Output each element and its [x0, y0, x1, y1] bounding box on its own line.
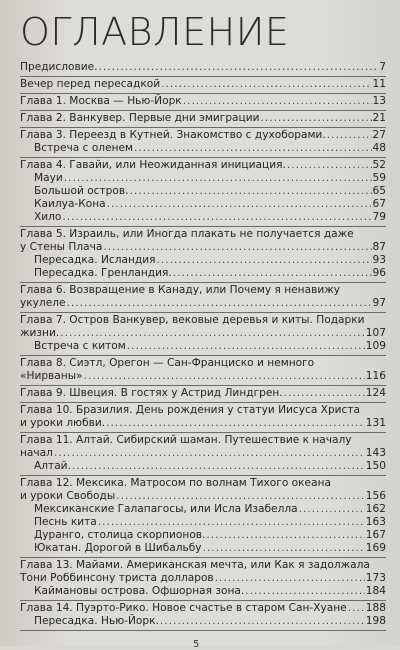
toc-entry-title: Пересадка. Нью-Йорк. — [34, 615, 159, 627]
dot-leader — [203, 542, 365, 555]
toc-subsection-line — [20, 185, 386, 198]
toc-entry-title: и уроки любви. — [20, 417, 106, 429]
dot-leader — [116, 490, 365, 503]
toc-entry — [20, 128, 386, 158]
toc-entry-title: Тони Роббинсону триста долларов — [20, 572, 214, 584]
toc-chapter-line — [20, 417, 386, 430]
toc-entry — [20, 227, 386, 283]
dot-leader — [84, 370, 365, 383]
toc-page-number: 87 — [372, 241, 386, 253]
toc-entry-title: Песнь кита — [34, 516, 97, 528]
dot-leader — [287, 159, 372, 172]
toc-entry-title: Дуранго, столица скорпионов. — [34, 529, 206, 541]
dot-leader — [284, 387, 365, 400]
toc-page-number: 184 — [365, 585, 386, 597]
toc-entry-title: Хило — [34, 211, 62, 223]
toc-chapter-line — [20, 241, 386, 254]
toc-entry-title: Глава 2. Ванкувер. Первые дни эмиграции — [20, 112, 260, 124]
toc-entry-title: Пересадка. Исландия — [34, 254, 156, 266]
toc-entry-title: жизни. — [20, 327, 60, 339]
toc-entry — [20, 94, 386, 111]
toc-page-number: 7 — [379, 61, 386, 73]
toc-subsection-line — [20, 542, 386, 555]
toc-entry — [20, 558, 386, 601]
toc-page-number: 131 — [365, 417, 386, 429]
toc-chapter-line — [20, 490, 386, 503]
toc-entry-title: Глава 10. Бразилия. День рождения у статуи Иисуса Христа — [20, 404, 361, 416]
toc-chapter-line — [20, 61, 386, 74]
toc-subsection-line — [20, 142, 386, 155]
dot-leader — [206, 529, 364, 542]
toc-subsection-line — [20, 267, 386, 280]
toc-entry-title: Предисловие. — [20, 61, 98, 73]
page-title: ОГЛАВЛЕНИЕ — [20, 10, 290, 54]
dot-leader — [261, 112, 372, 125]
toc-chapter-line — [20, 112, 386, 125]
toc-page-number: 21 — [372, 112, 386, 124]
toc-chapter-line — [20, 228, 386, 241]
toc-chapter-line — [20, 370, 386, 383]
toc-page-number: 173 — [365, 572, 386, 584]
toc-page-number: 97 — [372, 297, 386, 309]
toc-chapter-line — [20, 314, 386, 327]
toc-entry-title: Глава 7. Остров Ванкувер, вековые деревья и киты. Подарки — [20, 314, 365, 326]
toc-entry-title: Каймановы острова. Офшорная зона. — [34, 585, 245, 597]
toc-page-number: 93 — [372, 254, 386, 266]
toc-entry-title: начал — [20, 447, 53, 459]
toc-subsection-line — [20, 340, 386, 353]
toc-entry — [20, 386, 386, 403]
toc-page-number: 52 — [372, 159, 386, 171]
toc-chapter-line — [20, 284, 386, 297]
toc-chapter-line — [20, 159, 386, 172]
toc-subsection-line — [20, 585, 386, 598]
toc-page-number: 11 — [372, 78, 386, 90]
dot-leader — [107, 198, 372, 211]
toc-entry-title: у Стены Плача — [20, 241, 103, 253]
toc-chapter-line — [20, 602, 386, 615]
dot-leader — [348, 602, 365, 615]
toc-page-number: 67 — [372, 198, 386, 210]
dot-leader — [130, 185, 372, 198]
toc-chapter-line — [20, 387, 386, 400]
toc-chapter-line — [20, 78, 386, 91]
toc-entry — [20, 356, 386, 386]
toc-subsection-line — [20, 211, 386, 224]
toc-chapter-line — [20, 477, 386, 490]
toc-entry-title: Глава 3. Переезд в Кутней. Знакомство с духоборами. — [20, 129, 326, 141]
toc-entry — [20, 158, 386, 227]
dot-leader — [245, 585, 364, 598]
toc-entry-title: Глава 9. Швеция. В гостях у Астрид Линдгрен. — [20, 387, 283, 399]
toc-subsection-line — [20, 615, 386, 628]
toc-entry-title: Глава 4. Гавайи, или Неожиданная инициация. — [20, 159, 286, 171]
toc-entry-title: Юкатан. Дорогой в Шибальбу — [34, 542, 202, 554]
dot-leader — [299, 503, 365, 516]
toc-page-number: 116 — [365, 370, 386, 382]
toc-page-number: 156 — [365, 490, 386, 502]
toc-entry-title: Глава 11. Алтай. Сибирский шаман. Путешествие к началу — [20, 434, 352, 446]
toc-page-number: 124 — [365, 387, 386, 399]
toc-chapter-line — [20, 434, 386, 447]
toc-chapter-line — [20, 447, 386, 460]
toc-entry — [20, 433, 386, 476]
dot-leader — [98, 516, 365, 529]
toc-page-number: 13 — [372, 95, 386, 107]
toc-entry-title: Глава 14. Пуэрто-Рико. Новое счастье в старом Сан-Хуане — [20, 602, 347, 614]
toc-list — [20, 60, 386, 631]
toc-entry — [20, 403, 386, 433]
dot-leader — [327, 129, 372, 142]
toc-page-number: 96 — [372, 267, 386, 279]
toc-entry-title: Глава 12. Мексика. Матросом по волнам Тихого океана — [20, 477, 331, 489]
toc-page-number: 162 — [365, 503, 386, 515]
toc-page-number: 163 — [365, 516, 386, 528]
toc-page-number: 150 — [365, 460, 386, 472]
toc-entry-title: Вечер перед пересадкой — [20, 78, 161, 90]
toc-chapter-line — [20, 129, 386, 142]
dot-leader — [134, 142, 371, 155]
toc-entry-title: Встреча с оленем — [34, 142, 134, 154]
toc-page-number: 198 — [365, 615, 386, 627]
toc-page-number: 65 — [372, 185, 386, 197]
toc-entry-title: и уроки Свободы — [20, 490, 116, 502]
toc-entry-title: Глава 5. Израиль, или Иногда плакать не получается даже — [20, 228, 354, 240]
dot-leader — [62, 211, 371, 224]
dot-leader — [106, 417, 365, 430]
toc-subsection-line — [20, 172, 386, 185]
toc-entry-title: Алтай. — [34, 460, 71, 472]
toc-page-number: 48 — [372, 142, 386, 154]
toc-chapter-line — [20, 572, 386, 585]
toc-page-number: 107 — [365, 327, 386, 339]
toc-subsection-line — [20, 516, 386, 529]
dot-leader — [157, 254, 372, 267]
toc-entry — [20, 476, 386, 558]
dot-leader — [215, 572, 365, 585]
toc-entry-title: укулеле — [20, 297, 66, 309]
toc-entry-title: Глава 13. Майами. Американская мечта, или Как я задолжала — [20, 559, 370, 571]
dot-leader — [183, 95, 372, 108]
dot-leader — [64, 172, 372, 185]
page-number: 5 — [193, 639, 200, 650]
dot-leader — [54, 447, 365, 460]
toc-chapter-line — [20, 327, 386, 340]
toc-page-number: 109 — [365, 340, 386, 352]
toc-page-number: 167 — [365, 529, 386, 541]
dot-leader — [173, 267, 372, 280]
toc-entry — [20, 111, 386, 128]
toc-page-number: 169 — [365, 542, 386, 554]
dot-leader — [161, 78, 371, 91]
dot-leader — [72, 460, 365, 473]
toc-subsection-line — [20, 460, 386, 473]
toc-page-number: 188 — [365, 602, 386, 614]
toc-page-number: 59 — [372, 172, 386, 184]
toc-entry-title: Мауи — [34, 172, 63, 184]
toc-subsection-line — [20, 529, 386, 542]
dot-leader — [99, 61, 379, 74]
toc-entry — [20, 601, 386, 631]
dot-leader — [160, 615, 365, 628]
toc-chapter-line — [20, 95, 386, 108]
dot-leader — [67, 297, 372, 310]
toc-entry-title: Каилуа-Кона — [34, 198, 106, 210]
dot-leader — [103, 241, 371, 254]
toc-entry — [20, 60, 386, 77]
toc-page-number: 27 — [372, 129, 386, 141]
toc-entry-title: Глава 8. Сиэтл, Орегон — Сан-Франциско и немного — [20, 357, 315, 369]
toc-entry-title: Глава 1. Москва — Нью-Йорк — [20, 95, 182, 107]
toc-chapter-line — [20, 404, 386, 417]
toc-page-number: 143 — [365, 447, 386, 459]
dot-leader — [127, 340, 365, 353]
toc-entry-title: «Нирваны» — [20, 370, 83, 382]
toc-entry — [20, 77, 386, 94]
toc-entry-title: Большой остров. — [34, 185, 129, 197]
toc-entry — [20, 313, 386, 356]
toc-entry — [20, 283, 386, 313]
toc-subsection-line — [20, 198, 386, 211]
toc-entry-title: Глава 6. Возвращение в Канаду, или Почему я ненавижу — [20, 284, 341, 296]
toc-entry-title: Встреча с китом — [34, 340, 126, 352]
toc-chapter-line — [20, 357, 386, 370]
toc-page-number: 79 — [372, 211, 386, 223]
dot-leader — [60, 327, 365, 340]
toc-chapter-line — [20, 559, 386, 572]
toc-subsection-line — [20, 254, 386, 267]
toc-entry-title: Мексиканские Галапагосы, или Исла Изабелла — [34, 503, 298, 515]
toc-chapter-line — [20, 297, 386, 310]
toc-subsection-line — [20, 503, 386, 516]
toc-entry-title: Пересадка. Гренландия. — [34, 267, 172, 279]
